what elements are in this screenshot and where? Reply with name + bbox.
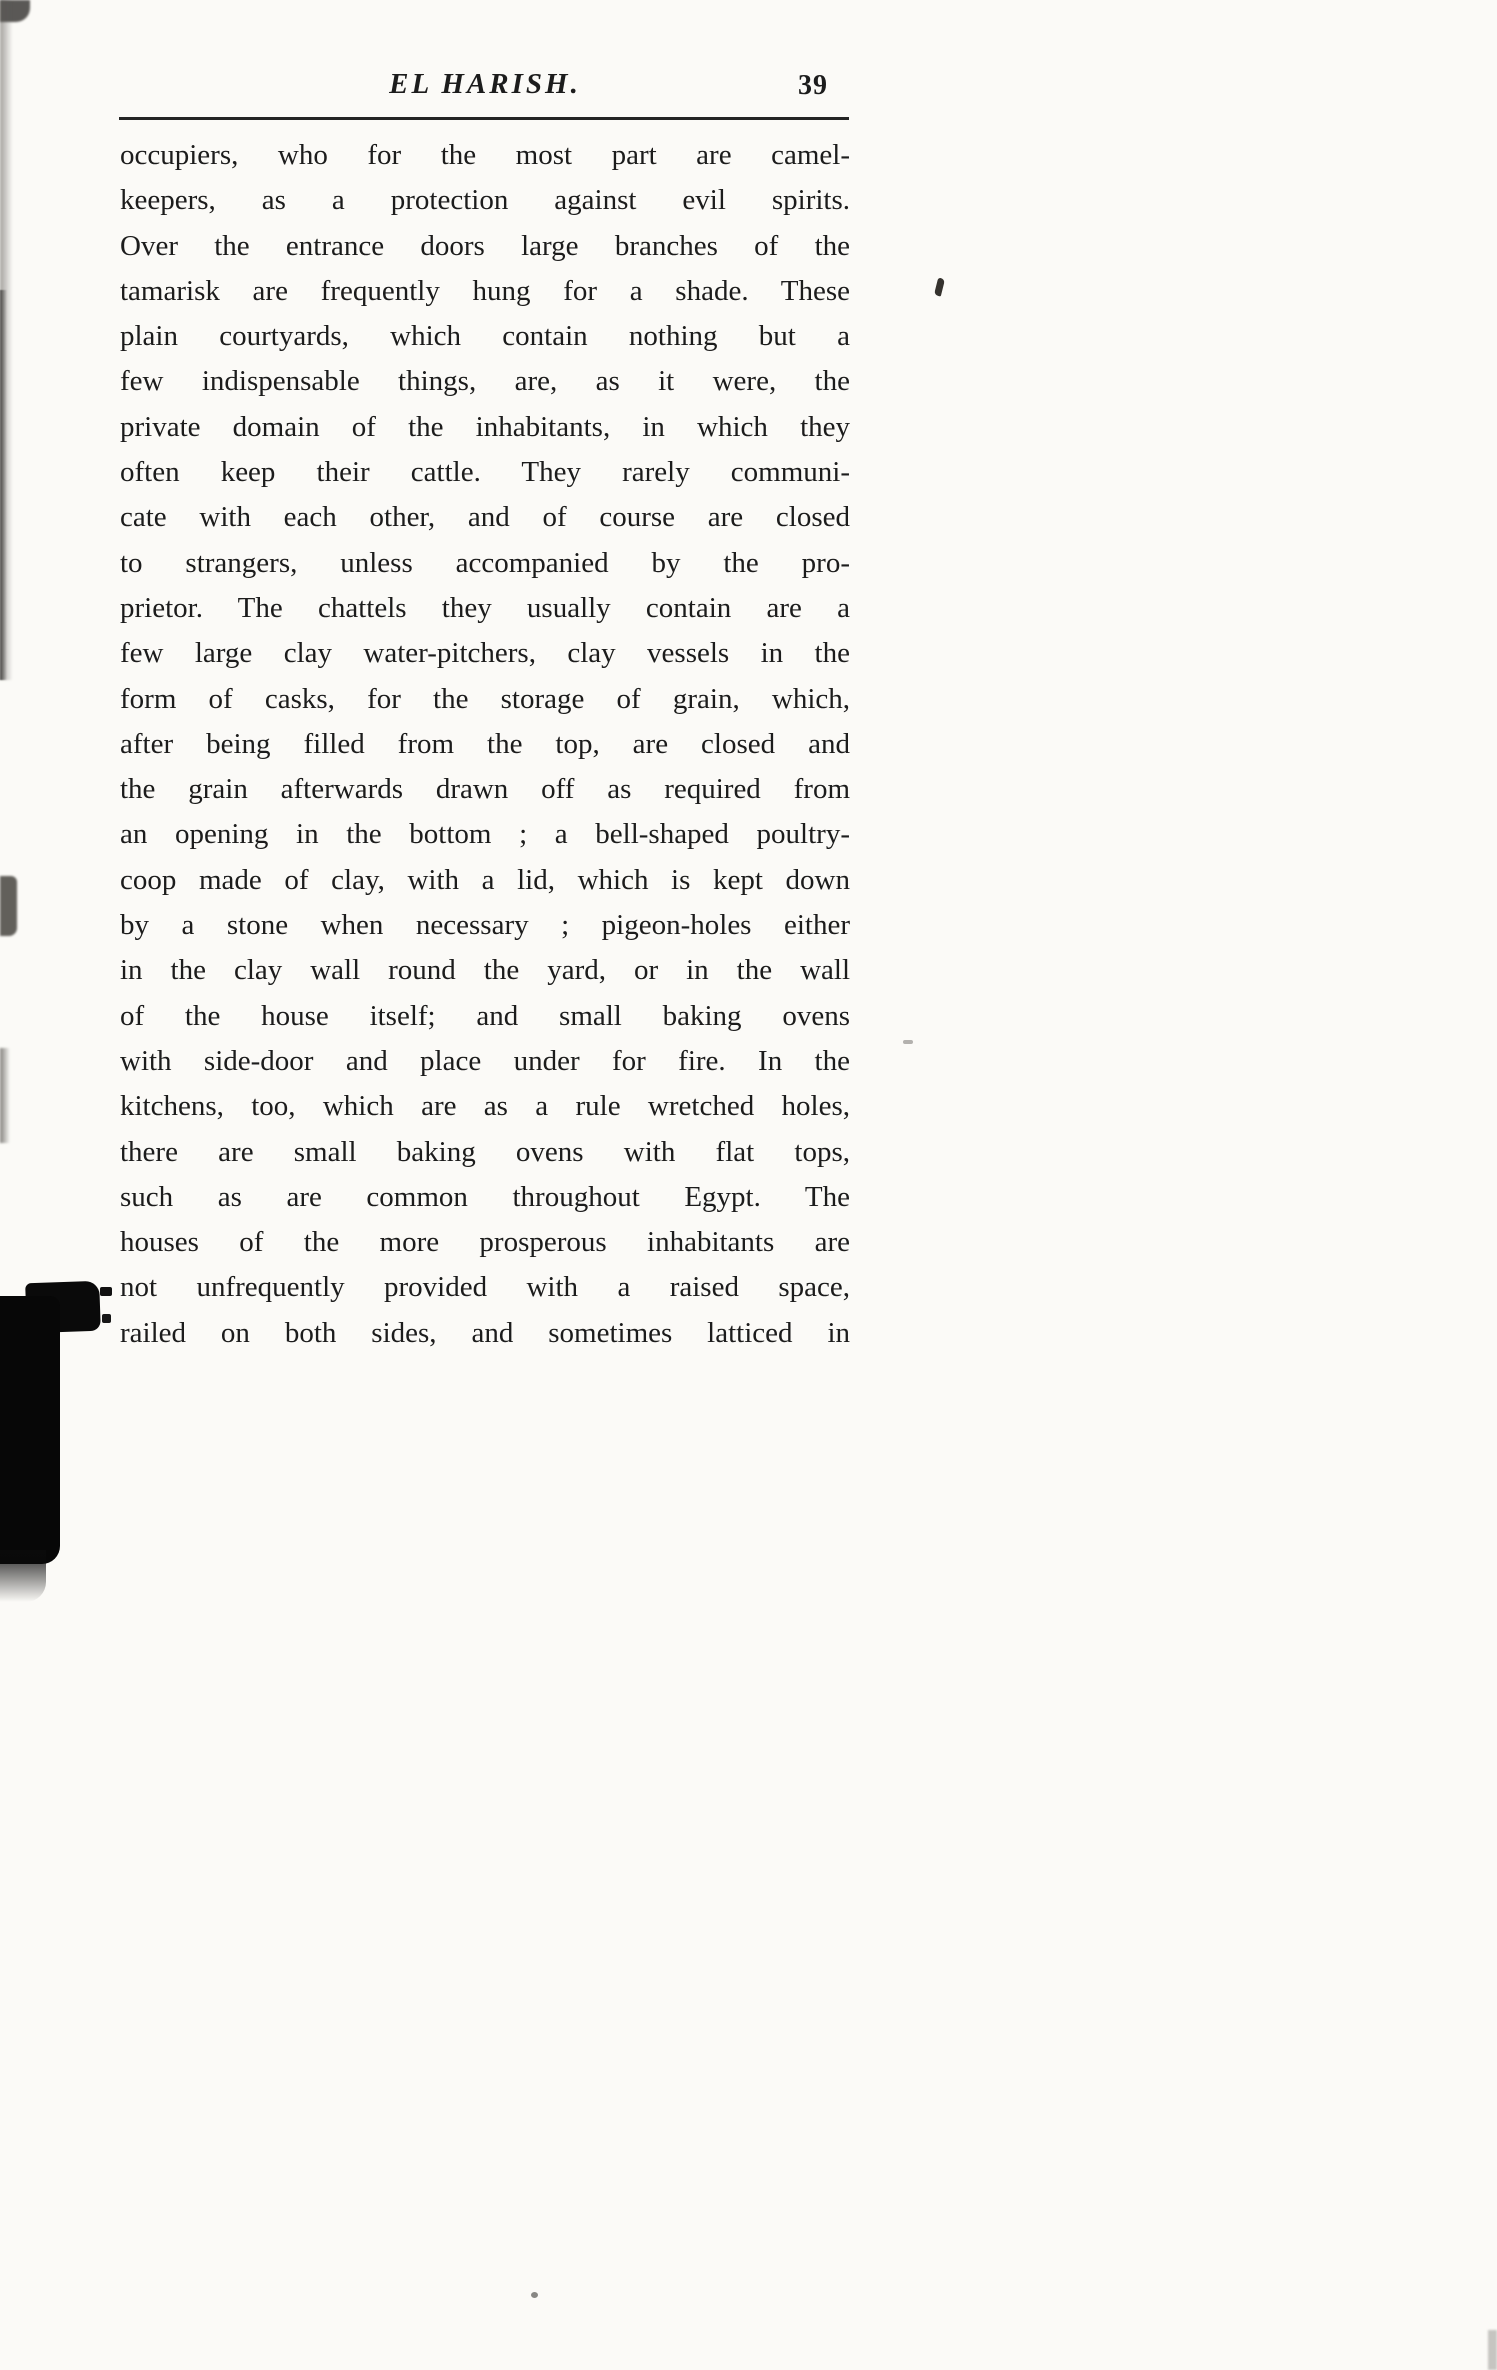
scan-artifact-ink-dot <box>102 1314 111 1323</box>
scan-artifact-stray-mark <box>934 277 945 296</box>
scan-artifact-ink-dot <box>100 1287 112 1296</box>
text-line: there are small baking ovens with flat tops, <box>120 1135 850 1168</box>
text-line: few indispensable things, are, as it were, the <box>120 365 850 398</box>
text-line: with side-door and place under for fire. In the <box>120 1044 850 1077</box>
scan-artifact-stray-mark <box>903 1040 913 1044</box>
text-line: the grain afterwards drawn off as required from <box>120 773 850 806</box>
text-line: coop made of clay, with a lid, which is kept down <box>120 863 850 896</box>
body-text <box>120 133 850 1356</box>
scan-artifact-ink-blot <box>25 1281 101 1334</box>
text-line: cate with each other, and of course are closed <box>120 501 850 534</box>
text-line: by a stone when necessary ; pigeon-holes either <box>120 909 850 942</box>
text-line: of the house itself; and small baking ovens <box>120 999 850 1032</box>
running-title: EL HARISH. <box>389 68 581 100</box>
text-line: to strangers, unless accompanied by the pro- <box>120 546 850 579</box>
scan-artifact-ink-blot <box>0 1296 60 1564</box>
text-line: private domain of the inhabitants, in which they <box>120 410 850 443</box>
text-line: in the clay wall round the yard, or in the wall <box>120 954 850 987</box>
text-line: few large clay water-pitchers, clay vessels in the <box>120 637 850 670</box>
text-line: plain courtyards, which contain nothing but a <box>120 320 850 353</box>
text-line: such as are common throughout Egypt. The <box>120 1180 850 1213</box>
text-line: Over the entrance doors large branches of the <box>120 229 850 262</box>
text-line: an opening in the bottom ; a bell-shaped poultry- <box>120 818 850 851</box>
text-line: form of casks, for the storage of grain, which, <box>120 682 850 715</box>
scan-artifact-corner <box>0 0 30 22</box>
scan-artifact-edge-shade <box>1488 2330 1497 2370</box>
text-line: keepers, as a protection against evil spirits. <box>120 184 850 217</box>
page-header <box>120 68 850 110</box>
text-line: prietor. The chattels they usually contain are a <box>120 591 850 624</box>
text-line: often keep their cattle. They rarely communi- <box>120 456 850 489</box>
text-line: kitchens, too, which are as a rule wretched holes, <box>120 1090 850 1123</box>
scan-artifact-left-streak <box>0 290 7 680</box>
text-line: tamarisk are frequently hung for a shade. These <box>120 274 850 307</box>
text-line: occupiers, who for the most part are camel- <box>120 139 850 171</box>
text-line: houses of the more prosperous inhabitants are <box>120 1226 850 1259</box>
page-number: 39 <box>798 70 828 101</box>
scan-artifact-left-streak <box>0 1048 10 1143</box>
scan-artifact-ink-blot <box>0 1550 46 1602</box>
text-line: railed on both sides, and sometimes latticed in <box>120 1316 850 1349</box>
scan-artifact-left-streak <box>0 0 14 680</box>
text-line: not unfrequently provided with a raised space, <box>120 1271 850 1304</box>
text-line: after being filled from the top, are closed and <box>120 727 850 760</box>
header-rule <box>119 117 849 120</box>
scan-artifact-left-block <box>0 876 17 936</box>
scan-artifact-speck <box>531 2292 538 2298</box>
